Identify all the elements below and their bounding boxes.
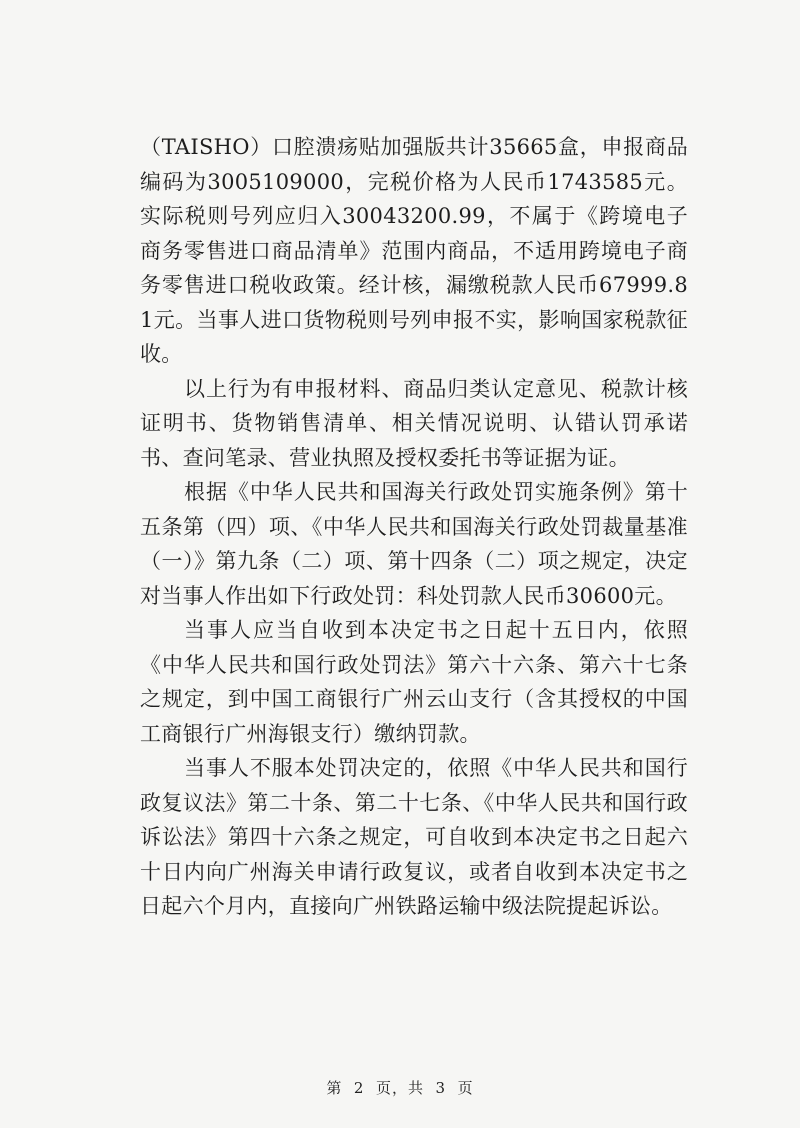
paragraph-goods-description: （TAISHO）口腔溃疡贴加强版共计35665盒，申报商品编码为3005109000，完税价格为人民币1743585元。实际税则号列应归入30043200.99，不属于《跨境电子商务零售进口商品清单》范围内商品，不适用跨境电子商务零售进口税收政策。经计核，漏缴税款人民币67999.81元。当事人进口货物税则号列申报不实，影响国家税款征收。	[140, 135, 688, 366]
footer-suffix: 页	[457, 1079, 474, 1097]
footer-total-pages: 3	[435, 1079, 447, 1097]
footer-current-page: 2	[353, 1079, 365, 1097]
document-body	[140, 130, 688, 924]
paragraph-penalty-decision: 根据《中华人民共和国海关行政处罚实施条例》第十五条第（四）项、《中华人民共和国海关行政处罚裁量基准（一）》第九条（二）项、第十四条（二）项之规定，决定对当事人作出如下行政处罚：科处罚款人民币30600元。	[140, 480, 688, 608]
footer-prefix: 第	[326, 1079, 343, 1097]
paragraph-appeal-rights: 当事人不服本处罚决定的，依照《中华人民共和国行政复议法》第二十条、第二十七条、《中华人民共和国行政诉讼法》第四十六条之规定，可自收到本决定书之日起六十日内向广州海关申请行政复议，或者自收到本决定书之日起六个月内，直接向广州铁路运输中级法院提起诉讼。	[140, 756, 688, 918]
footer-middle: 页，共	[375, 1079, 424, 1097]
page-footer	[0, 1077, 800, 1098]
paragraph-evidence: 以上行为有申报材料、商品归类认定意见、税款计核证明书、货物销售清单、相关情况说明、认错认罚承诺书、查问笔录、营业执照及授权委托书等证据为证。	[140, 376, 688, 470]
paragraph-payment-instructions: 当事人应当自收到本决定书之日起十五日内，依照《中华人民共和国行政处罚法》第六十六条、第六十七条之规定，到中国工商银行广州云山支行（含其授权的中国工商银行广州海银支行）缴纳罚款。	[140, 618, 688, 746]
